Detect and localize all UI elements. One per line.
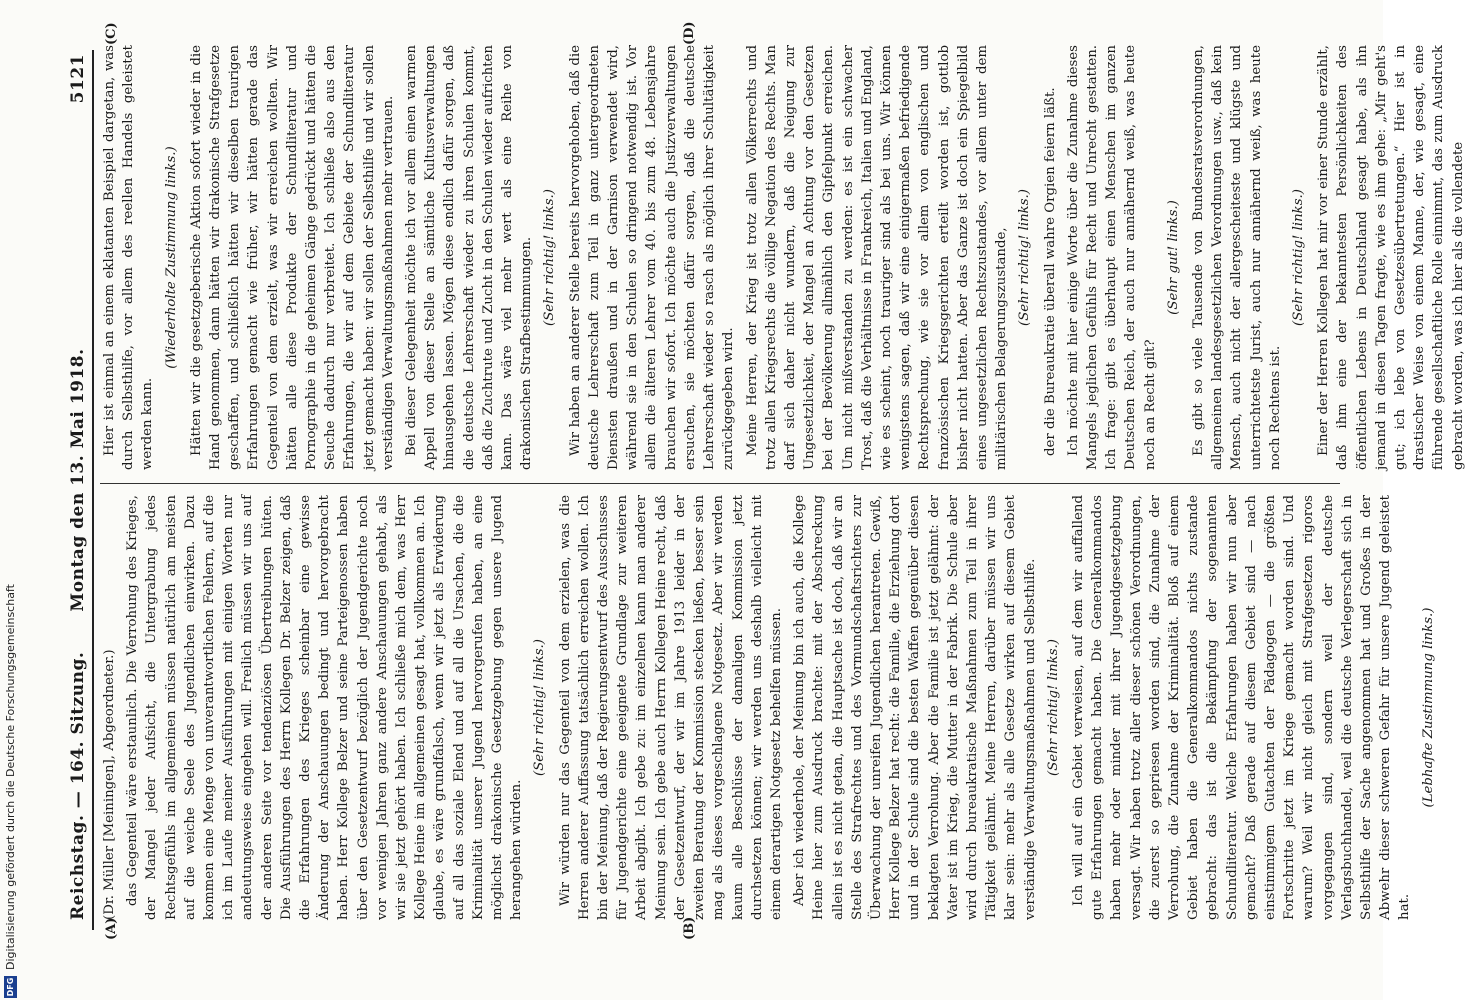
page-number: 5121 — [68, 54, 88, 104]
dfg-logo: DFG — [6, 977, 15, 997]
page-header — [66, 50, 94, 930]
digitization-note: Digitalisierung gefördert durch die Deutsche Forschungsgemeinschaft — [4, 584, 17, 970]
margin-mark-a: (A) — [104, 917, 119, 940]
paragraph: Wir haben an anderer Stelle bereits hervorgehoben, daß die deutsche Lehrerschaft zum Teil in ganz untergeordneten Diensten draußen und in der Garnison verwendet wird, während sie in den Schulen so dringend notwendig ist. Vor allem die älteren Lehrer vom 40. bis zum 48. Lebensjahre brauchen wir sofort. Ich möchte auch die Justizverwaltungen ersuchen, sie möchten dafür sorgen, daß die deutsche Lehrerschaft wieder so rasch als möglich ihrer Schultätigkeit zurückgegeben wird. — [567, 45, 737, 470]
column-divider — [100, 483, 1340, 484]
interjection: (Sehr richtig! links.) — [1045, 639, 1061, 776]
paragraph: das Gegenteil wäre erstaunlich. Die Verrohung des Krieges, der Mangel jeder Aufsicht, die Untergrabung jedes Rechtsgefühls im allgemeinen müssen natürlich am meisten auf die weiche Seele des Jugendlichen einwirken. Dazu kommen eine Menge von unverantwortlichen Fehlern, auf die ich im Laufe meiner Ausführungen mit einigen Worten nur andeutungsweise eingehen will. Freilich müssen wir uns auf der anderen Seite vor tendenziösen Übertreibungen hüten. Die Ausführungen des Herrn Kollegen Dr. Belzer zeigen, daß die Erfahrungen des Krieges scheinbar eine gewisse Änderung der Anschauungen bedingt und hervorgebracht haben. Herr Kollege Belzer und seine Parteigenossen haben über den Gesetzentwurf bezüglich der Jugendgerichte noch vor wenigen Jahren ganz andere Anschauungen gehabt, als wir sie jetzt gehört haben. Ich schließe mich dem, was Herr Kollege Heine im allgemeinen gesagt hat, vollkommen an. Ich glaube, es wäre grundfalsch, wenn wir jetzt als Erwiderung auf all das soziale Elend und auf all die Ursachen, die die Kriminalität unserer Jugend hervorgerufen haben, an eine möglichst drakonische Gesetzgebung gegen unsere Jugend herangehen würden. — [125, 495, 525, 920]
paragraph: Einer der Herren Kollegen hat mir vor einer Stunde erzählt, daß ihm eine der bekanntesten Persönlichkeiten des öffentlichen Lebens in Deutschland gesagt habe, als ihn jemand in diesen Tagen fragte, wie es ihm gehe: „Mir geht's gut; ich lebe von Gesetzesübertretungen.“ Hier ist in drastischer Weise von einem Manne, der, wie gesagt, eine führende gesellschaftliche Rolle einnimmt, das zum Ausdruck gebracht worden, was ich hier als die vollendete — [1316, 45, 1466, 470]
interjection: (Lebhafte Zustimmung links.) — [1420, 607, 1436, 808]
paragraph: der die Bureaukratie überall wahre Orgien feiern läßt. — [1042, 87, 1058, 456]
right-text-column — [100, 45, 1466, 470]
interjection: (Sehr richtig! links.) — [542, 189, 558, 326]
paragraph: Hier ist einmal an einem eklatanten Beispiel dargetan, was durch Selbsthilfe, vor allem des reellen Handels geleistet werden kann. — [102, 45, 156, 470]
left-text-column — [100, 495, 1436, 920]
margin-mark-b: (B) — [682, 916, 697, 940]
margin-mark-d: (D) — [682, 21, 697, 45]
paragraph: Aber ich wiederhole, der Meinung bin ich auch, die Kollege Heine hier zum Ausdruck brachte: mit der Abschreckung allein ist es nicht getan, die Hauptsache ist doch, daß wir an Stelle des Strafrechtes und des Vormundschaftsrichters zur Überwachung der unreifen Jugendlichen herantreten. Gewiß, Herr Kollege Belzer hat recht: die Familie, die Erziehung dort und in der Schule sind die besten Waffen gegenüber diesen beklagten Verrohung. Aber die Familie ist jetzt gelähmt: der Vater ist im Krieg, die Mutter in der Fabrik. Die Schule aber wird durch bureaukratische Maßnahmen zum Teil in ihrer Tätigkeit gelähmt. Meine Herren, darüber müssen wir uns klar sein: mehr als alle Gesetze wirken auf diesem Gebiet verständige Verwaltungsmaßnahmen und Selbsthilfe. — [792, 495, 1038, 920]
interjection: (Sehr richtig! links.) — [532, 639, 548, 776]
paragraph: Ich will auf ein Gebiet verweisen, auf dem wir auffallend gute Erfahrungen gemacht haben. Die Generalkommandos haben mehr oder minder mit ihrer Jugendgesetzgebung versagt. Wir haben trotz aller dieser schönen Verordnungen, die zuerst so gepriesen worden sind, die Zunahme der Verrohung, die Zunahme der Kriminalität. Bloß auf einem Gebiet haben die Generalkommandos nichts zustande gebracht: das ist die Bekämpfung der sogenannten Schundliteratur. Welche Erfahrungen haben wir nun aber gemacht? Daß gerade auf diesem Gebiet sind — nach einstimmigem Gutachten der Pädagogen — die größten Fortschritte jetzt im Kriege gemacht worden sind. Und warum? Weil wir nicht gleich mit Strafgesetzen rigoros vorgegangen sind, sondern weil der deutsche Verlagsbuchhandel, weil die deutsche Verlegerschaft sich in Selbsthilfe der Sache angenommen hat und Großes in der Abwehr dieser schweren Gefahr für unsere Jugend geleistet hat. — [1070, 495, 1413, 920]
interjection: (Sehr richtig! links.) — [1017, 189, 1033, 326]
paragraph: Ich möchte mit hier einige Worte über die Zunahme dieses Mangels jeglichen Gefühls für Recht und Unrecht gestatten. Ich frage: gibt es überhaupt einen Menschen im ganzen Deutschen Reich, der auch nur annähernd weiß, was heute noch an Recht gilt? — [1065, 45, 1158, 470]
interjection: (Sehr gut! links.) — [1165, 200, 1181, 315]
paragraph: Wir würden nur das Gegenteil von dem erzielen, was die Herren anderer Auffassung tatsächlich erreichen wollen. Ich bin der Meinung, daß der Regierungsentwurf des Ausschusses für Jugendgerichte eine geeignete Grundlage zur weiteren Arbeit abgibt. Ich gebe zu: im einzelnen kann man anderer Meinung sein. Ich gebe auch Herrn Kollegen Heine recht, daß der Gesetzentwurf, der wir im Jahre 1913 leider in der zweiten Beratung der Kommission stecken ließen, besser sein mag als dieses vorgeschlagene Notgesetz. Aber wir werden kaum alle Beschlüsse der damaligen Kommission jetzt durchsetzen können; wir werden uns deshalb vielleicht mit einem derartigen Notgesetz behelfen müssen. — [557, 495, 784, 920]
paragraph: Es gibt so viele Tausende von Bundesratsverordnungen, allgemeinen landesgesetzlichen Verordnungen usw., daß kein Mensch, auch nicht der allergescheiteste und klügste und unterrichtetste Jurist, auch nur annähernd weiß, was heute noch Rechtens ist. — [1190, 45, 1283, 470]
paragraph: Hätten wir die gesetzgeberische Aktion sofort wieder in die Hand genommen, dann hätten wir drakonische Strafgesetze geschaffen, und schließlich hätten wir dieselben traurigen Erfahrungen gemacht wie früher, wir hätten gerade das Gegenteil von dem erzielt, was wir erreichen wollten. Wir hätten alle diese Produkte der Schundliteratur und Pornographie in die geheimen Gänge gedrückt und hätten die Seuche dadurch nur verbreitet. Ich schließe also aus den Erfahrungen, die wir auf dem Gebiete der Schundliteratur jetzt gemacht haben: wir sollen der Selbsthilfe und wir sollen verständigen Verwaltungsmaßnahmen mehr vertrauen. — [188, 45, 396, 470]
paragraph: Meine Herren, der Krieg ist trotz allen Völkerrechts und trotz allen Kriegsrechts die völlige Negation des Rechts. Man darf sich daher nicht wundern, daß die Neigung zur Ungesetzlichkeit, der Mangel an Achtung vor den Gesetzen bei der Bevölkerung allmählich den Gipfelpunkt erreichen. Um nicht mißverstanden zu werden: es ist ein schwacher Trost, daß die Verhältnisse in Frankreich, Italien und England, wie es scheint, noch trauriger sind als bei uns. Wir können wenigstens sagen, daß wir eine einigermaßen befriedigende Rechtsprechung, wie sie vor allem von englischen und französischen Kriegsgerichten erteilt worden ist, gottlob bisher nicht hatten. Aber das Ganze ist doch ein Spiegelbild eines ungesetzlichen Rechtszustandes, vor allem unter dem militärischen Belagerungszustande, — [744, 45, 1010, 470]
speaker-line: (Dr. Müller [Meiningen], Abgeordneter.) — [102, 649, 117, 920]
interjection: (Sehr richtig! links.) — [1290, 189, 1306, 326]
header-left: Reichstag. — 164. Sitzung. — [68, 651, 88, 920]
header-date: Montag den 13. Mai 1918. — [68, 348, 88, 612]
paragraph: Bei dieser Gelegenheit möchte ich vor allem einen warmen Appell von dieser Stelle an sämtliche Kultusverwaltungen hinausgehen lassen. Mögen diese endlich dafür sorgen, daß die deutsche Lehrerschaft wieder zu ihren Schulen kommt, daß die Zuchtrute und Zucht in den Schulen wieder aufrichten kann. Das wäre viel mehr wert als eine Reihe von drakonischen Strafbestimmungen. — [404, 45, 535, 470]
margin-mark-c: (C) — [104, 22, 119, 45]
interjection: (Wiederholte Zustimmung links.) — [163, 146, 179, 369]
